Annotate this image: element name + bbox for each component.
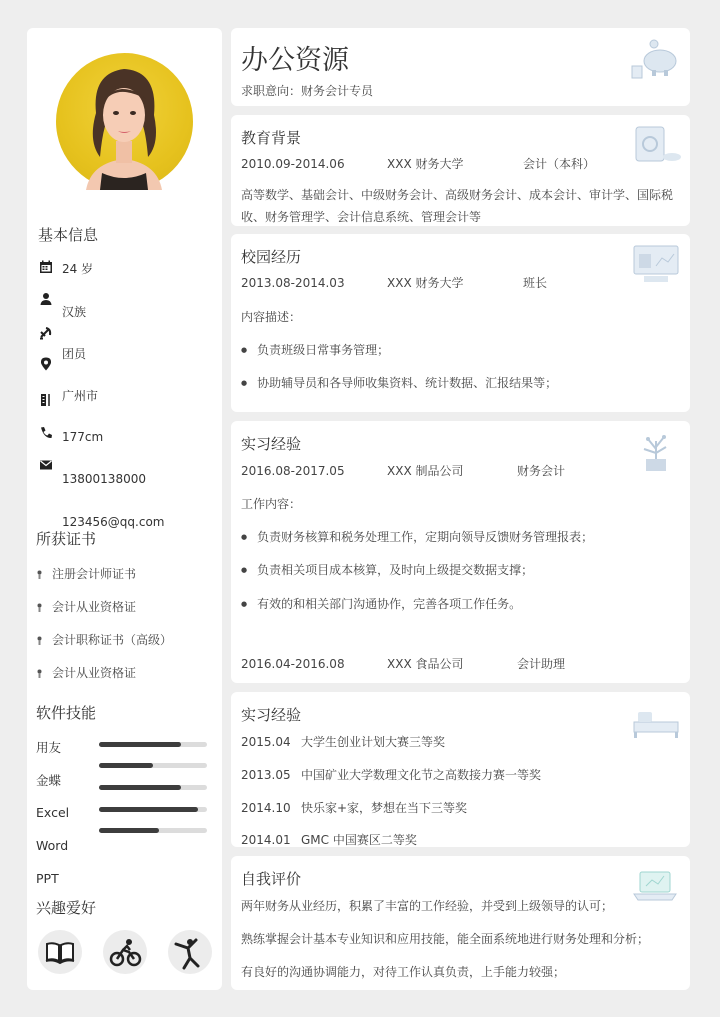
hobby-dance: [168, 930, 212, 974]
skill-label: 金蝶: [36, 773, 62, 788]
basic-info-title: 基本信息: [38, 226, 99, 244]
internship-company-2: XXX 食品公司: [387, 657, 464, 671]
job-objective: 求职意向：财务会计专员: [241, 84, 374, 98]
internship-desc-label: 工作内容：: [241, 497, 302, 511]
certificate-item: 会计职称证书（高级）: [37, 631, 172, 648]
awards-title: 实习经验: [241, 706, 302, 724]
piggy-bank-icon: [630, 36, 682, 80]
courses-clip: [241, 184, 678, 224]
skill-bar-fill: [99, 763, 153, 768]
sidebar: [27, 28, 222, 990]
award-item: [241, 831, 417, 848]
award-date: 2013.05: [241, 768, 291, 782]
award-text: 中国矿业大学数理文化节之高数接力赛一等奖: [301, 768, 542, 782]
dashboard-icon: [630, 242, 682, 286]
education-period: 2010.09-2014.06: [241, 157, 345, 171]
skill-bar: [99, 807, 207, 812]
medal-icon: [37, 603, 42, 612]
internship-item: ● 负责财务核算和税务处理工作，定期向领导反馈财务管理报表；: [241, 528, 593, 545]
skill-bar: [99, 828, 207, 833]
height-text: 177cm: [62, 430, 104, 444]
person-icon: [39, 292, 53, 306]
skill-label: Word: [36, 838, 69, 853]
skill-label: Excel: [36, 805, 70, 820]
internship-item: ● 有效的和相关部门沟通协作，完善各项工作任务。: [241, 595, 521, 612]
laptop-icon: [630, 864, 682, 908]
header-card: [231, 28, 690, 106]
medal-icon: [37, 570, 42, 579]
email-text: 123456@qq.com: [62, 515, 165, 529]
award-date: 2015.04: [241, 735, 291, 749]
internship-title: 实习经验: [241, 435, 302, 453]
skill-bar-fill: [99, 807, 198, 812]
certificate-item: 会计从业资格证: [37, 664, 136, 681]
self-eval-line: 有良好的沟通协调能力，对待工作认真负责，上手能力较强；: [241, 965, 566, 979]
dance-icon: [168, 930, 212, 974]
hobby-cycling: [103, 930, 147, 974]
location-pin-icon: [39, 357, 53, 371]
skill-bar: [99, 785, 207, 790]
campus-desc-label: 内容描述：: [241, 310, 302, 324]
self-eval-card: [231, 856, 690, 990]
campus-item: ● 协助辅导员和各导师收集资料、统计数据、汇报结果等；: [241, 374, 557, 391]
internship-row: [241, 462, 565, 479]
award-item: [241, 766, 541, 783]
campus-org: XXX 财务大学: [387, 276, 464, 290]
education-school: XXX 财务大学: [387, 157, 464, 171]
profile-photo: [56, 53, 193, 190]
phone-text: 13800138000: [62, 472, 146, 486]
political-status-text: 团员: [62, 347, 87, 361]
education-title: 教育背景: [241, 129, 302, 147]
certificate-item: 会计从业资格证: [37, 598, 136, 615]
skill-bar: [99, 742, 207, 747]
skill-bar: [99, 763, 207, 768]
award-item: [241, 733, 445, 750]
medal-icon: [37, 636, 42, 645]
award-text: 大学生创业计划大赛三等奖: [301, 735, 446, 749]
campus-item: ● 负责班级日常事务管理；: [241, 341, 389, 358]
education-card: [231, 115, 690, 226]
plant-icon: [630, 429, 682, 473]
education-row: [241, 155, 595, 172]
award-item: [241, 799, 467, 816]
campus-row: [241, 274, 547, 291]
internship-role: 财务会计: [517, 464, 566, 478]
city-text: 广州市: [62, 389, 99, 403]
campus-title: 校园经历: [241, 248, 302, 266]
phone-icon: [39, 426, 53, 440]
hobbies-title: 兴趣爱好: [36, 899, 97, 917]
height-icon: [39, 393, 53, 407]
internship-row-2: [241, 655, 565, 672]
internship-period-2: 2016.04-2016.08: [241, 657, 345, 671]
award-text: GMC 中国赛区二等奖: [301, 833, 417, 847]
internship-period: 2016.08-2017.05: [241, 464, 345, 478]
self-eval-title: 自我评价: [241, 870, 302, 888]
safe-icon: [630, 123, 682, 167]
medal-icon: [37, 669, 42, 678]
party-icon: [39, 326, 53, 340]
education-major: 会计（本科）: [523, 157, 596, 171]
award-clip: [241, 831, 541, 847]
internship-card: [231, 421, 690, 683]
ethnicity-text: 汉族: [62, 305, 87, 319]
bed-icon: [630, 700, 682, 744]
campus-period: 2013.08-2014.03: [241, 276, 345, 290]
skill-label: 用友: [36, 740, 62, 755]
avatar: [56, 53, 193, 190]
hobby-reading: [38, 930, 82, 974]
education-courses: 高等数学、基础会计、中级财务会计、高级财务会计、成本会计、审计学、国际税收、财务管理学、会计信息系统、管理会计等: [241, 188, 674, 224]
campus-card: [231, 234, 690, 412]
internship-item: ● 负责相关项目成本核算，及时向上级提交数据支撑；: [241, 561, 533, 578]
skill-label: PPT: [36, 871, 59, 886]
reading-icon: [38, 930, 82, 974]
skill-bar-fill: [99, 828, 159, 833]
skill-bar-fill: [99, 742, 181, 747]
mail-icon: [39, 458, 53, 472]
page-title: 办公资源: [241, 45, 349, 76]
award-text: 快乐家+家，梦想在当下三等奖: [301, 801, 468, 815]
internship-role-2: 会计助理: [517, 657, 566, 671]
software-skills-title: 软件技能: [36, 704, 97, 722]
age-text: 24 岁: [62, 262, 94, 276]
self-eval-line: 熟练掌握会计基本专业知识和应用技能，能全面系统地进行财务处理和分析；: [241, 932, 650, 946]
certificates-title: 所获证书: [36, 530, 97, 548]
calendar-icon: [39, 260, 53, 274]
certificate-item: 注册会计师证书: [37, 565, 136, 582]
campus-role: 班长: [523, 276, 548, 290]
award-date: 2014.10: [241, 801, 291, 815]
cycling-icon: [103, 930, 147, 974]
internship-company: XXX 制品公司: [387, 464, 464, 478]
skill-bar-fill: [99, 785, 181, 790]
awards-card: [231, 692, 690, 847]
award-date: 2014.01: [241, 833, 291, 847]
self-eval-line: 两年财务从业经历，积累了丰富的工作经验，并受到上级领导的认可；: [241, 899, 614, 913]
objective-clip: [241, 84, 541, 98]
